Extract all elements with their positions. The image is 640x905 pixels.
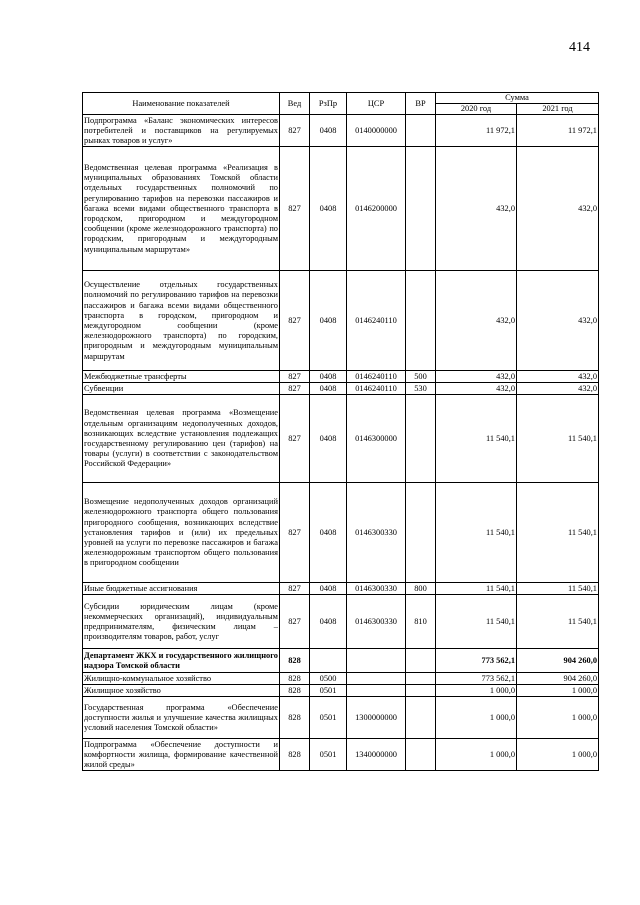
- table-row: [83, 739, 599, 771]
- row-ved-cell: 827: [280, 583, 310, 595]
- row-2021-cell: 432,0: [517, 147, 599, 271]
- table-row: [83, 115, 599, 147]
- row-vr-cell: [406, 483, 436, 583]
- header-ved: Вед: [280, 93, 310, 115]
- table-row: [83, 483, 599, 583]
- row-ved-cell: 827: [280, 271, 310, 371]
- row-ved-cell: 827: [280, 115, 310, 147]
- row-2020-cell: 11 540,1: [436, 395, 517, 483]
- row-2020-cell: 11 972,1: [436, 115, 517, 147]
- row-2021-cell: 11 540,1: [517, 395, 599, 483]
- row-vr-cell: [406, 739, 436, 771]
- row-rzpr-cell: 0408: [310, 371, 347, 383]
- row-csr-cell: 0140000000: [347, 115, 406, 147]
- row-ved-cell: 828: [280, 739, 310, 771]
- budget-table: [82, 92, 599, 771]
- row-csr-cell: 0146300330: [347, 483, 406, 583]
- row-name-cell: Жилищно-коммунальное хозяйство: [83, 673, 280, 685]
- row-2020-cell: 773 562,1: [436, 673, 517, 685]
- row-ved-cell: 827: [280, 595, 310, 649]
- row-name-cell: Межбюджетные трансферты: [83, 371, 280, 383]
- row-ved-cell: 827: [280, 483, 310, 583]
- row-2021-cell: 432,0: [517, 271, 599, 371]
- table-row: [83, 395, 599, 483]
- row-csr-cell: 1300000000: [347, 697, 406, 739]
- row-name-cell: Ведомственная целевая программа «Возмещение отдельным организациям недополученных доходов, возникающих вследствие установления подлежащих государственному регулированию цен (тарифов) на товары (услуги) в соответствии с законодательством Российской Федерации»: [83, 395, 280, 483]
- header-csr: ЦСР: [347, 93, 406, 115]
- row-2021-cell: 11 540,1: [517, 595, 599, 649]
- row-csr-cell: 1340000000: [347, 739, 406, 771]
- row-2021-cell: 1 000,0: [517, 697, 599, 739]
- table-row: [83, 271, 599, 371]
- row-csr-cell: 0146240110: [347, 383, 406, 395]
- row-ved-cell: 828: [280, 673, 310, 685]
- row-name-cell: Подпрограмма «Баланс экономических интересов потребителей и поставщиков на регулируемых рынках товаров и услуг»: [84, 115, 278, 145]
- row-vr-cell: 500: [406, 371, 436, 383]
- table-row: [83, 649, 599, 673]
- row-rzpr-cell: 0501: [310, 685, 347, 697]
- row-csr-cell: 0146300330: [347, 595, 406, 649]
- row-rzpr-cell: 0408: [310, 271, 347, 371]
- table-row: [83, 697, 599, 739]
- table-row: [83, 147, 599, 271]
- row-2020-cell: 11 540,1: [436, 483, 517, 583]
- row-2020-cell: 1 000,0: [436, 685, 517, 697]
- row-name-cell: Подпрограмма «Обеспечение доступности и комфортности жилища, формирование качественной жилой среды»: [84, 739, 278, 769]
- row-rzpr-cell: 0408: [310, 115, 347, 147]
- row-csr-cell: 0146240110: [347, 371, 406, 383]
- row-2020-cell: 432,0: [436, 371, 517, 383]
- row-csr-cell: [347, 649, 406, 673]
- row-name-cell: Иные бюджетные ассигнования: [83, 583, 280, 595]
- row-2021-cell: 904 260,0: [517, 673, 599, 685]
- row-vr-cell: [406, 649, 436, 673]
- row-ved-cell: 828: [280, 685, 310, 697]
- row-csr-cell: [347, 685, 406, 697]
- header-rzpr: РзПр: [310, 93, 347, 115]
- row-2020-cell: 773 562,1: [436, 649, 517, 673]
- row-2021-cell: 11 972,1: [517, 115, 599, 147]
- table-body: [83, 115, 599, 771]
- row-rzpr-cell: 0408: [310, 147, 347, 271]
- table-row: [83, 685, 599, 697]
- row-vr-cell: 810: [406, 595, 436, 649]
- row-2021-cell: 904 260,0: [517, 649, 599, 673]
- table-row: [83, 371, 599, 383]
- row-csr-cell: 0146240110: [347, 271, 406, 371]
- row-2020-cell: 11 540,1: [436, 583, 517, 595]
- row-2021-cell: 11 540,1: [517, 483, 599, 583]
- row-2021-cell: 1 000,0: [517, 685, 599, 697]
- row-vr-cell: [406, 147, 436, 271]
- row-2021-cell: 11 540,1: [517, 583, 599, 595]
- row-rzpr-cell: [310, 649, 347, 673]
- row-rzpr-cell: 0501: [310, 697, 347, 739]
- row-2021-cell: 1 000,0: [517, 739, 599, 771]
- row-vr-cell: [406, 395, 436, 483]
- row-ved-cell: 827: [280, 147, 310, 271]
- row-ved-cell: 828: [280, 697, 310, 739]
- row-rzpr-cell: 0408: [310, 583, 347, 595]
- row-vr-cell: [406, 697, 436, 739]
- row-name-cell: Осуществление отдельных государственных полномочий по регулированию тарифов на перевозки пассажиров и багажа всеми видами общественного транспорта в городском, пригородном и междугородном сообщении (кроме железнодорожного транспорта) по городским, пригородным и междугородным муниципальным маршрутам: [83, 271, 280, 371]
- row-name-cell: Государственная программа «Обеспечение доступности жилья и улучшение качества жилищных условий населения Томской области»: [83, 697, 280, 739]
- row-name-cell: Субвенции: [83, 383, 280, 395]
- row-2021-cell: 432,0: [517, 383, 599, 395]
- row-vr-cell: 530: [406, 383, 436, 395]
- row-rzpr-cell: 0408: [310, 383, 347, 395]
- row-ved-cell: 827: [280, 395, 310, 483]
- row-name-cell: Ведомственная целевая программа «Реализация в муниципальных образованиях Томской области отдельных государственных полномочий по регулированию тарифов на перевозки пассажиров и багажа всеми видами общественного транспорта в городском, пригородном и междугородном сообщении (кроме железнодорожного транспорта) по городским, пригородным и междугородным муниципальным маршрутам»: [83, 147, 280, 271]
- page-number: 414: [569, 40, 590, 55]
- header-2021: 2021 год: [517, 104, 599, 115]
- row-name-cell: Департамент ЖКХ и государственного жилищного надзора Томской области: [83, 649, 280, 673]
- row-vr-cell: [406, 685, 436, 697]
- row-name-cell: Возмещение недополученных доходов организаций железнодорожного транспорта общего пользования пригородного сообщения, возникающих вследствие установления тарифов и (или) их предельных уровней на услуги по перевозке пассажиров и багажа железнодорожным транспортом общего пользования в пригородном сообщении: [83, 483, 280, 583]
- row-rzpr-cell: 0408: [310, 483, 347, 583]
- row-vr-cell: [406, 673, 436, 685]
- header-sum: Сумма: [436, 93, 599, 104]
- row-2020-cell: 1 000,0: [436, 739, 517, 771]
- row-csr-cell: 0146300000: [347, 395, 406, 483]
- row-ved-cell: 828: [280, 649, 310, 673]
- row-name-cell: Жилищное хозяйство: [83, 685, 280, 697]
- row-rzpr-cell: 0408: [310, 395, 347, 483]
- row-ved-cell: 827: [280, 383, 310, 395]
- row-2021-cell: 432,0: [517, 371, 599, 383]
- header-2020: 2020 год: [436, 104, 517, 115]
- row-csr-cell: 0146200000: [347, 147, 406, 271]
- table-row: [83, 673, 599, 685]
- table-header: [83, 93, 599, 115]
- header-vr: ВР: [406, 93, 436, 115]
- row-csr-cell: [347, 673, 406, 685]
- row-rzpr-cell: 0500: [310, 673, 347, 685]
- row-ved-cell: 827: [280, 371, 310, 383]
- row-vr-cell: [406, 271, 436, 371]
- row-rzpr-cell: 0408: [310, 595, 347, 649]
- row-rzpr-cell: 0501: [310, 739, 347, 771]
- row-2020-cell: 432,0: [436, 383, 517, 395]
- row-2020-cell: 432,0: [436, 271, 517, 371]
- row-2020-cell: 11 540,1: [436, 595, 517, 649]
- table-row: [83, 583, 599, 595]
- table-row: [83, 383, 599, 395]
- row-2020-cell: 432,0: [436, 147, 517, 271]
- row-vr-cell: 800: [406, 583, 436, 595]
- row-csr-cell: 0146300330: [347, 583, 406, 595]
- row-vr-cell: [406, 115, 436, 147]
- row-2020-cell: 1 000,0: [436, 697, 517, 739]
- header-name: Наименование показателей: [83, 93, 280, 115]
- table-row: [83, 595, 599, 649]
- row-name-cell: Субсидии юридическим лицам (кроме некоммерческих организаций), индивидуальным предпринимателям, физическим лицам – производителям товаров, работ, услуг: [83, 595, 280, 649]
